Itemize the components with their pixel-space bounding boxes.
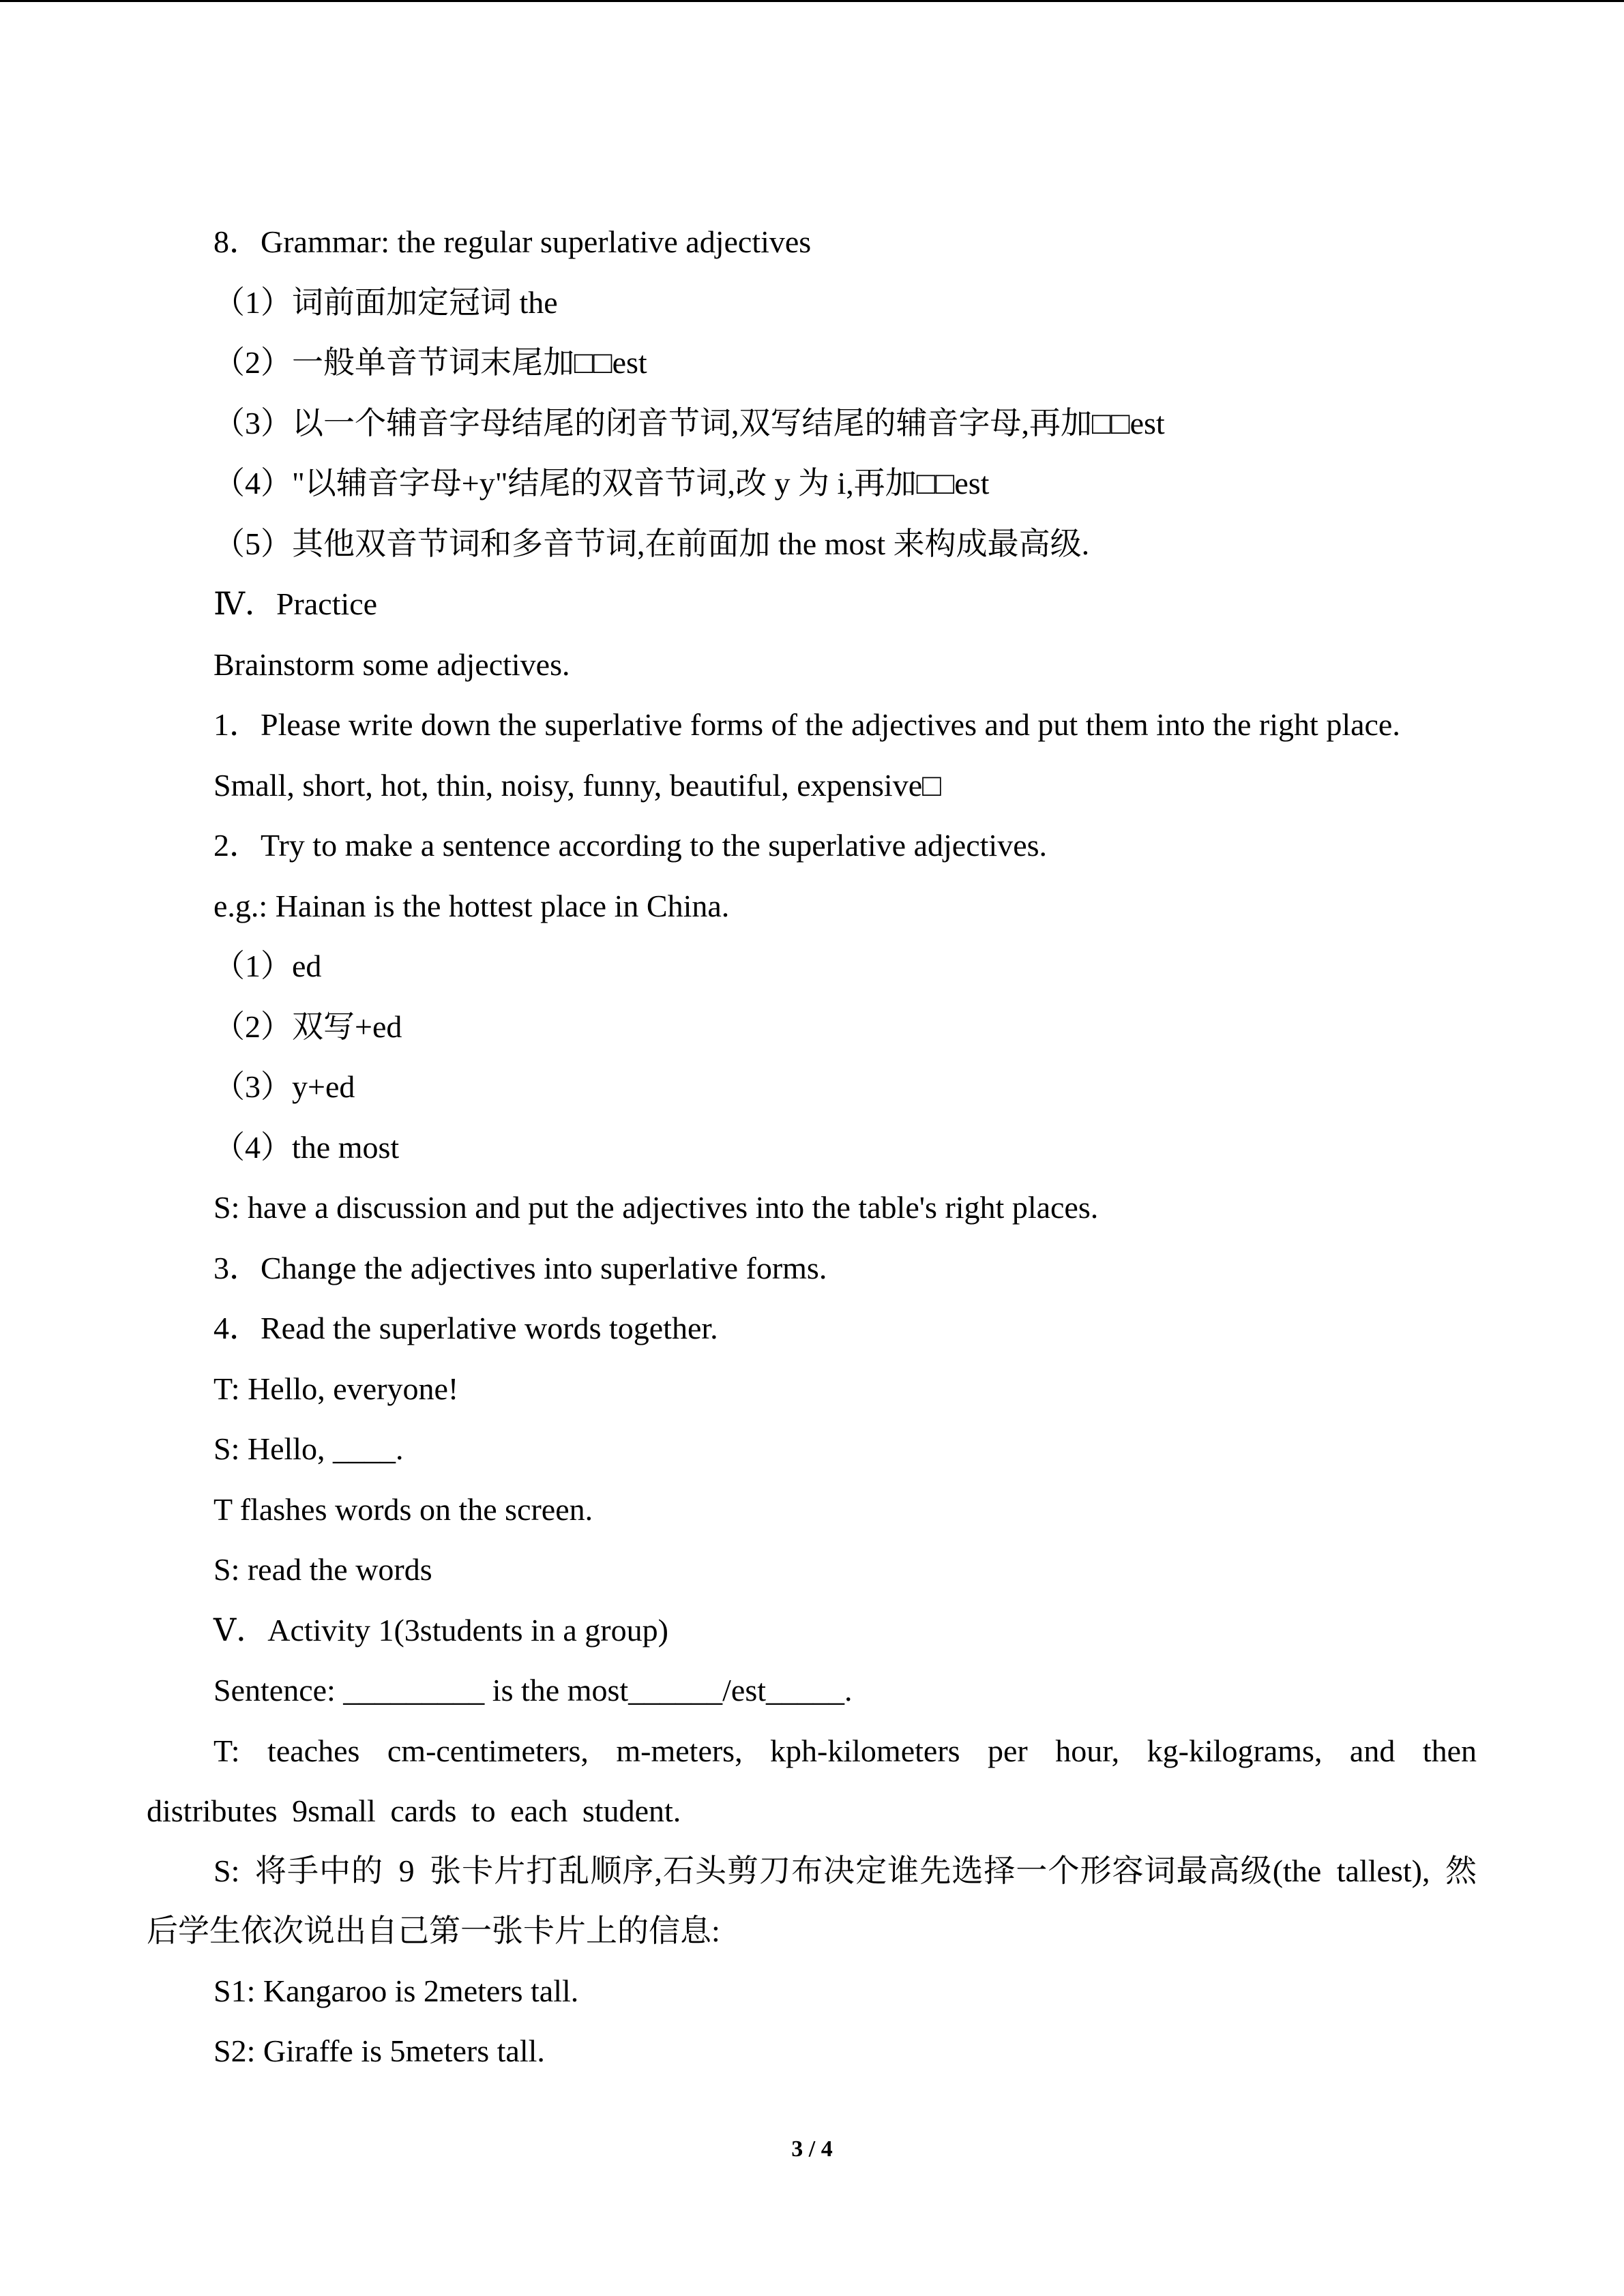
- document-body: [147, 212, 1477, 2082]
- text-line: T: Hello, everyone!: [213, 1371, 459, 1406]
- text-line: S: have a discussion and put the adjectives into the table's right places.: [213, 1190, 1099, 1225]
- text-line: e.g.: Hainan is the hottest place in China.: [213, 888, 730, 923]
- text-line: （5）其他双音节词和多音节词,在前面加 the most 来构成最高级.: [213, 526, 1090, 561]
- text-line: 4．Read the superlative words together.: [213, 1311, 718, 1345]
- text-line: Sentence: _________ is the most______/est_____.: [213, 1673, 853, 1708]
- text-line: S1: Kangaroo is 2meters tall.: [213, 1973, 579, 2008]
- text-line: （4）"以辅音字母+y"结尾的双音节词,改 y 为 i,再加□□est: [213, 466, 990, 501]
- paragraph-teaches: T: teaches cm-centimeters, m-meters, kph-kilometers per hour, kg-kilograms, and then distributes 9small cards to each student.: [147, 1733, 1477, 1828]
- section-heading: Ⅴ．Activity 1(3students in a group): [213, 1612, 668, 1648]
- text-line: （2）双写+ed: [213, 1009, 402, 1044]
- text-line: （1）ed: [213, 949, 322, 983]
- text-line: Small, short, hot, thin, noisy, funny, beautiful, expensive□: [213, 767, 941, 803]
- text-line: 8．Grammar: the regular superlative adjectives: [213, 224, 812, 259]
- text-line: 1．Please write down the superlative forms of the adjectives and put them into the right place.: [213, 707, 1400, 742]
- text-line: （3）以一个辅音字母结尾的闭音节词,双写结尾的辅音字母,再加□□est: [213, 405, 1165, 441]
- section-heading: Ⅳ．Practice: [213, 586, 378, 621]
- text-line: （3）y+ed: [213, 1069, 355, 1104]
- page-number: 3 / 4: [791, 2136, 833, 2162]
- text-line: T flashes words on the screen.: [213, 1491, 593, 1527]
- text-line: 3．Change the adjectives into superlative forms.: [213, 1250, 827, 1285]
- paragraph-cards: S: 将手中的 9 张卡片打乱顺序,石头剪刀布决定谁先选择一个形容词最高级(the tallest), 然后学生依次说出自己第一张卡片上的信息:: [147, 1853, 1477, 1948]
- text-line: Brainstorm some adjectives.: [213, 646, 570, 682]
- text-line: （1）词前面加定冠词 the: [213, 284, 558, 320]
- text-line: 2．Try to make a sentence according to the superlative adjectives.: [213, 828, 1048, 863]
- text-line: S: Hello, ____.: [213, 1431, 404, 1466]
- text-line: S2: Giraffe is 5meters tall.: [213, 2033, 545, 2068]
- text-line: （4）the most: [213, 1129, 400, 1165]
- text-line: （2）一般单音节词末尾加□□est: [213, 345, 647, 380]
- text-line: S: read the words: [213, 1552, 432, 1587]
